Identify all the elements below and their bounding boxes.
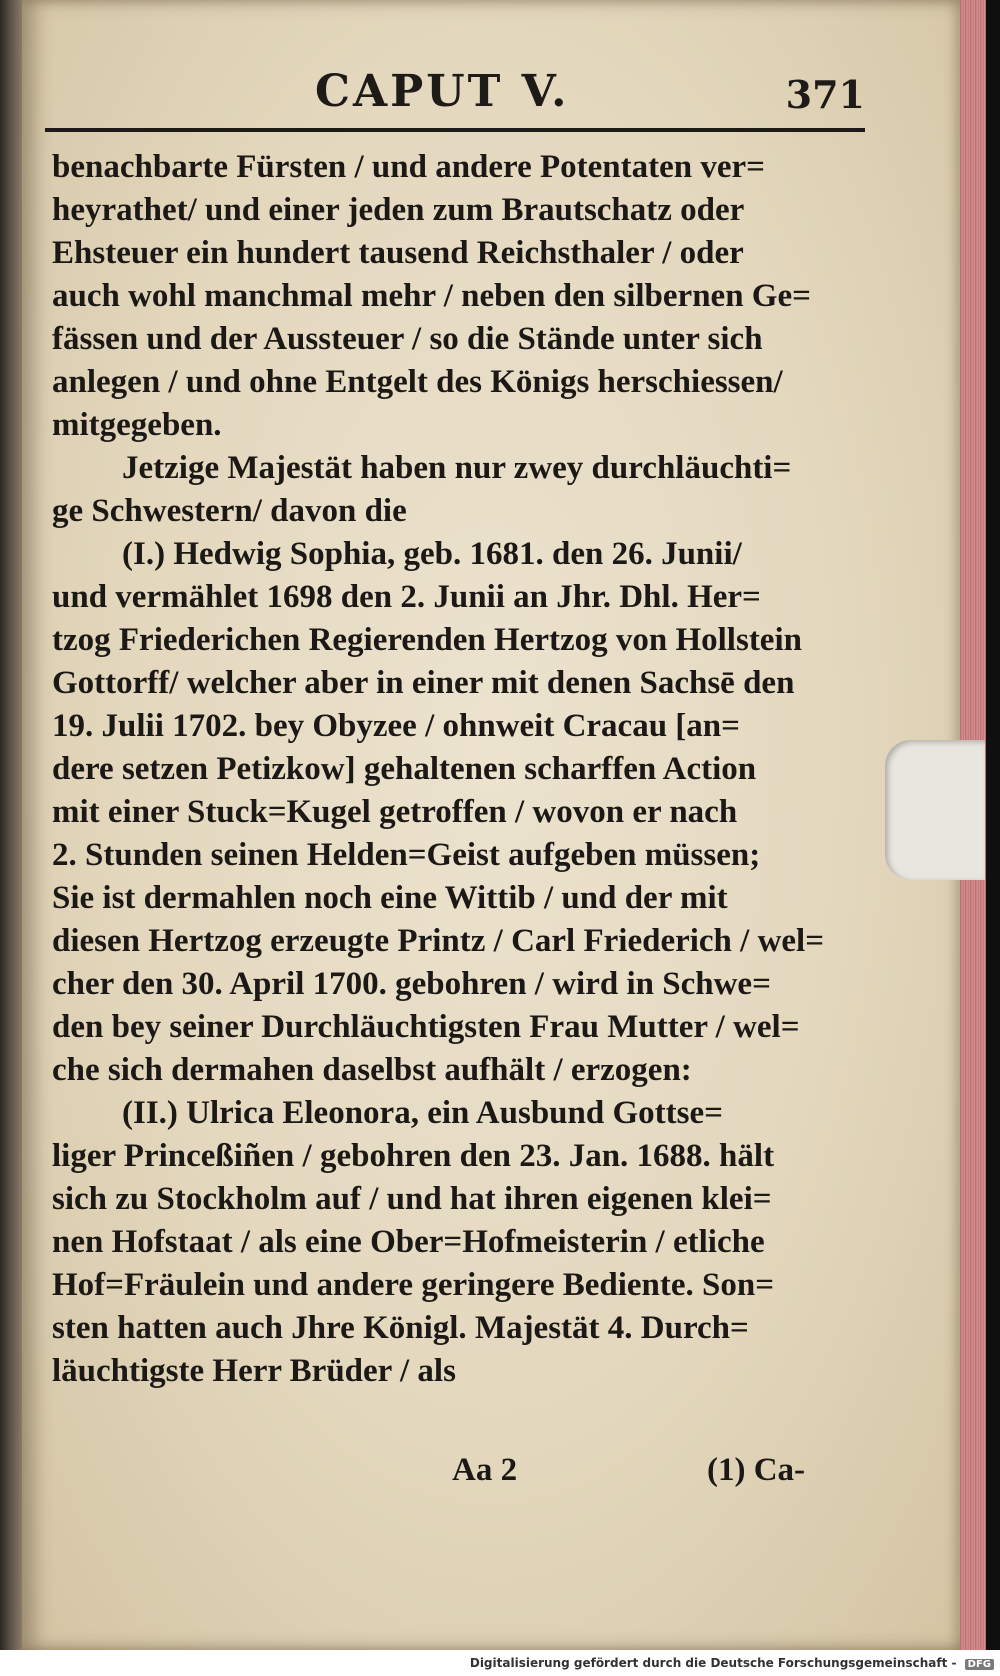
digitization-credit	[470, 1656, 994, 1674]
text-line: benachbarte Fürsten / und andere Potentaten ver=	[52, 149, 765, 185]
text-line: Gottorff/ welcher aber in einer mit denen Sachsē den	[52, 665, 795, 701]
credit-text: Digitalisierung gefördert durch die Deutsche Forschungsgemeinschaft -	[469, 1656, 957, 1670]
page-clip	[885, 740, 985, 880]
page-number: 371	[785, 72, 865, 117]
text-line: 19. Julii 1702. bey Obyzee / ohnweit Cracau [an=	[52, 708, 740, 744]
text-line: (I.) Hedwig Sophia, geb. 1681. den 26. Junii/	[122, 536, 742, 572]
text-line: tzog Friederichen Regierenden Hertzog von Hollstein	[52, 622, 802, 658]
text-line: auch wohl manchmal mehr / neben den silbernen Ge=	[52, 278, 811, 314]
page-header	[45, 66, 875, 128]
text-line: und vermählet 1698 den 2. Junii an Jhr. Dhl. Her=	[52, 579, 761, 615]
text-line: den bey seiner Durchläuchtigsten Frau Mutter / wel=	[52, 1009, 800, 1045]
text-line: nen Hofstaat / als eine Ober=Hofmeisterin / etliche	[52, 1224, 765, 1260]
text-line: sich zu Stockholm auf / und hat ihren eigenen klei=	[52, 1181, 772, 1217]
body-text	[52, 146, 882, 1393]
text-line: heyrathet/ und einer jeden zum Brautschatz oder	[52, 192, 745, 228]
signature-mark: Aa 2	[452, 1452, 518, 1488]
text-line: cher den 30. April 1700. gebohren / wird in Schwe=	[52, 966, 771, 1002]
text-line: fässen und der Aussteuer / so die Stände unter sich	[52, 321, 763, 357]
page-footer	[52, 1452, 882, 1498]
running-title: CAPUT V.	[315, 66, 570, 117]
header-rule	[45, 128, 865, 132]
dfg-logo: DFG	[965, 1659, 994, 1670]
text-line: ge Schwestern/ davon die	[52, 493, 407, 529]
text-line: Jetzige Majestät haben nur zwey durchläuchti=	[122, 450, 792, 486]
text-line: mitgegeben.	[52, 407, 222, 443]
text-line: (II.) Ulrica Eleonora, ein Ausbund Gottse=	[122, 1095, 723, 1131]
text-line: liger Princeßiñen / gebohren den 23. Jan. 1688. hält	[52, 1138, 775, 1174]
catchword: (1) Ca-	[707, 1452, 806, 1488]
text-line: diesen Hertzog erzeugte Printz / Carl Friederich / wel=	[52, 923, 825, 959]
text-line: sten hatten auch Jhre Königl. Majestät 4. Durch=	[52, 1310, 749, 1346]
text-line: Sie ist dermahlen noch eine Wittib / und der mit	[52, 880, 728, 916]
text-line: Ehsteuer ein hundert tausend Reichsthaler / oder	[52, 235, 744, 271]
text-line: anlegen / und ohne Entgelt des Königs herschiessen/	[52, 364, 783, 400]
text-line: Hof=Fräulein und andere geringere Bediente. Son=	[52, 1267, 775, 1303]
text-line: mit einer Stuck=Kugel getroffen / wovon er nach	[52, 794, 738, 830]
text-line: läuchtigste Herr Brüder / als	[52, 1353, 456, 1389]
text-line: dere setzen Petizkow] gehaltenen scharffen Action	[52, 751, 757, 787]
scan-border	[986, 0, 1000, 1650]
text-line: che sich dermahen daselbst aufhält / erzogen:	[52, 1052, 692, 1088]
left-page-stack	[0, 0, 22, 1650]
text-line: 2. Stunden seinen Helden=Geist aufgeben müssen;	[52, 837, 761, 873]
